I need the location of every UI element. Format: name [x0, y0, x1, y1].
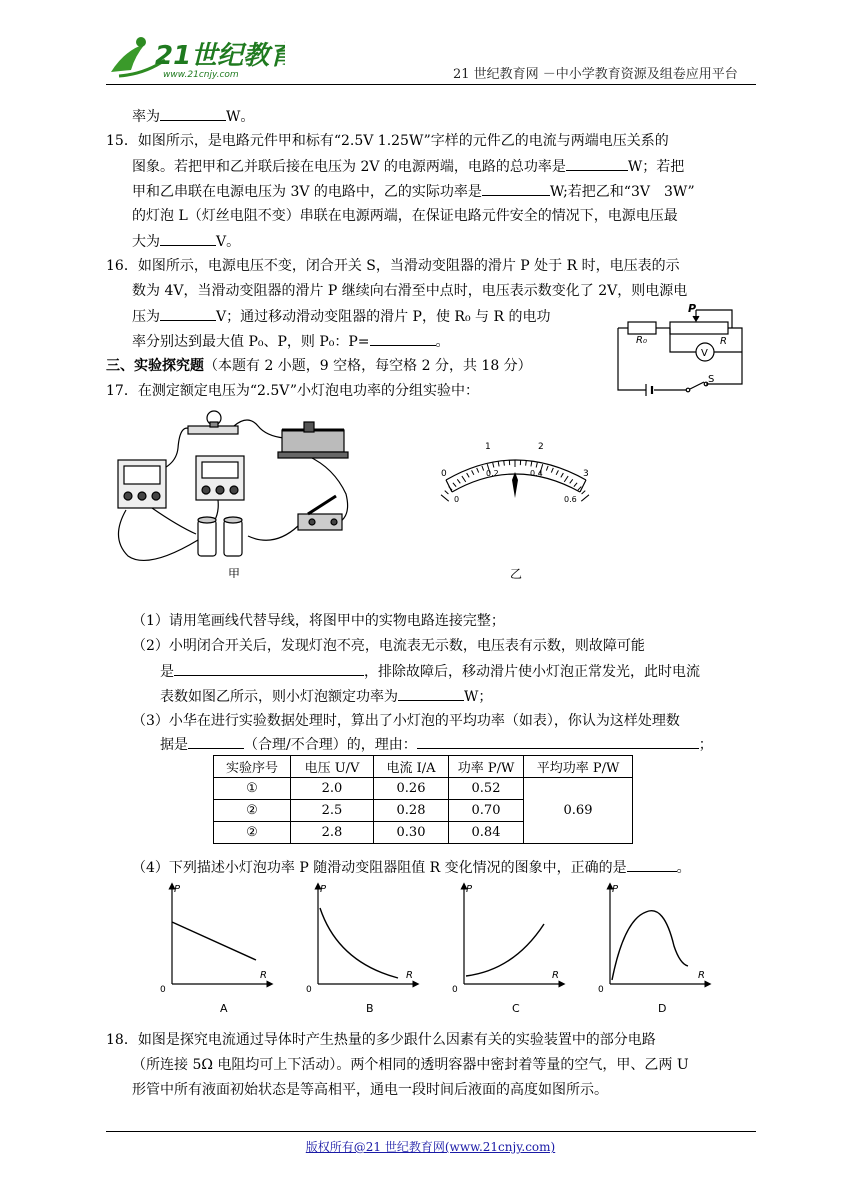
dial-tick [504, 461, 505, 466]
q17-s2c: 表数如图乙所示，则小灯泡额定功率为 W； [160, 686, 492, 707]
table-cell: ① [214, 778, 291, 800]
section3-heading: 三、实验探究题（本题有 2 小题，9 空格，每空格 2 分，共 18 分） [106, 358, 532, 374]
q17-blank-power[interactable] [398, 686, 464, 701]
table-cell: ② [214, 822, 291, 844]
table-cell: 2.0 [291, 778, 374, 800]
label-r: R [720, 336, 727, 347]
dial-tick [477, 468, 479, 473]
dial-tick [531, 461, 532, 466]
dial-bottom-0: 0 [454, 495, 460, 504]
q18-line2: （所连接 5Ω 电阻均可上下活动）。两个相同的透明容器中密封着等量的空气，甲、乙两 U [132, 1057, 689, 1073]
table-header: 电压 U/V [291, 756, 374, 778]
q16-circuit-diagram [610, 300, 750, 396]
table-header: 功率 P/W [449, 756, 524, 778]
table-header: 实验序号 [214, 756, 291, 778]
q18-line1: 18．如图是探究电流通过导体时产生热量的多少跟什么因素有关的实验装置中的部分电路 [106, 1032, 656, 1048]
table-cell: 0.52 [449, 778, 524, 800]
table-header-row [214, 756, 633, 778]
dial-tick [493, 463, 494, 468]
dial-tick [472, 470, 474, 474]
label-v: V [701, 348, 708, 359]
dial-tick [462, 476, 466, 482]
header-rule [106, 84, 756, 85]
fig-label-yi: 乙 [510, 567, 523, 581]
svg-text:P: P [466, 884, 473, 895]
q16-blank-2[interactable] [370, 331, 436, 346]
q15-line5: 大为 V。 [132, 231, 240, 252]
dial-tick [467, 473, 470, 477]
dial-tick [564, 476, 568, 482]
table-row [214, 778, 633, 800]
svg-text:R: R [406, 970, 413, 981]
dial-top-3: 3 [583, 469, 589, 479]
q16-line3: 压为 V；通过移动滑动变阻器的滑片 P，使 R₀ 与 R 的电功 [132, 306, 550, 327]
graph-b-label: B [366, 1002, 374, 1015]
dial-tick [546, 466, 548, 471]
q17-s3b: 据是 （合理/不合理）的，理由： ； [160, 734, 713, 755]
q17-ammeter-dial-figure [432, 436, 598, 584]
dial-bottom-06: 0.6 [564, 495, 577, 504]
svg-text:P: P [612, 884, 619, 895]
svg-text:0: 0 [306, 985, 312, 995]
dial-tick [574, 483, 577, 487]
dial-tick [445, 491, 449, 494]
graph-c [452, 884, 562, 1015]
dial-tick [441, 495, 449, 501]
q17-s3a: （3）小华在进行实验数据处理时，算出了小灯泡的平均功率（如表），你认为这样处理数 [132, 713, 680, 729]
q14-blank[interactable] [160, 106, 226, 121]
footer-copyright-link[interactable]: 版权所有@21 世纪教育网(www.21cnjy.com) [305, 1140, 556, 1154]
svg-text:0: 0 [452, 985, 458, 995]
table-cell: 2.8 [291, 822, 374, 844]
dial-tick [536, 463, 537, 468]
graph-a [160, 884, 270, 1015]
q15-blank-3[interactable] [160, 231, 216, 246]
dial-top-0: 0 [441, 469, 447, 479]
dial-tick [498, 461, 499, 466]
dial-tick [582, 491, 586, 494]
header-site-name: 21 世纪教育网 －中小学教育资源及组卷应用平台 [453, 67, 738, 82]
dial-bottom-04: 0.4 [530, 469, 543, 478]
q18-line3: 形管中所有液面初始状态是等高相平，通电一段时间后液面的高度如图所示。 [132, 1082, 608, 1098]
q16-line4: 率分别达到最大值 P₀、P，则 P₀：P= 。 [132, 331, 450, 352]
table-cell: 0.28 [374, 800, 449, 822]
dial-tick [561, 473, 564, 477]
dial-tick [526, 461, 527, 466]
dial-tick [482, 466, 484, 471]
graph-d [598, 884, 708, 1015]
q15-line3: 甲和乙串联在电源电压为 3V 的电路中，乙的实际功率是 W;若把乙和“3V 3W” [132, 181, 695, 202]
q16-line2: 数为 4V，当滑动变阻器的滑片 P 继续向右滑至中点时，电压表示数变化了 2V，则电源电 [132, 283, 688, 299]
q17-blank-graph[interactable] [627, 857, 677, 872]
q17-s2b: 是 ，排除故障后，移动滑片使小灯泡正常发光，此时电流 [160, 661, 700, 682]
label-s: S [708, 374, 715, 385]
dial-tick [556, 470, 558, 474]
svg-text:P: P [320, 884, 327, 895]
q17-blank-reasonable[interactable] [188, 734, 244, 749]
graph-c-label: C [512, 1002, 520, 1015]
q16-line1: 16．如图所示，电源电压不变，闭合开关 S，当滑动变阻器的滑片 P 处于 R 时，电压表的示 [106, 258, 680, 274]
svg-text:0: 0 [160, 985, 166, 995]
label-r0: R₀ [636, 335, 647, 346]
svg-text:P: P [174, 884, 181, 895]
table-header: 电流 I/A [374, 756, 449, 778]
table-cell: 2.5 [291, 800, 374, 822]
table-cell: 0.84 [449, 822, 524, 844]
table-header: 平均功率 P/W [524, 756, 633, 778]
graph-d-label: D [658, 1002, 667, 1015]
dial-tick [581, 495, 589, 501]
q16-blank-1[interactable] [160, 306, 216, 321]
q15-line1: 15．如图所示，是电路元件甲和标有“2.5V 1.25W”字样的元件乙的电流与两端电压关系的 [106, 133, 669, 149]
svg-text:0: 0 [598, 985, 604, 995]
label-p: P [688, 302, 697, 315]
graph-b [306, 884, 416, 1015]
q15-line2: 图象。若把甲和乙并联后接在电压为 2V 的电源两端，电路的总功率是 W；若把 [132, 156, 684, 177]
logo-url: www.21cnjy.com [163, 70, 239, 80]
dial-tick [453, 483, 456, 487]
q15-blank-2[interactable] [482, 181, 550, 196]
q17-s4: （4）下列描述小灯泡功率 P 随滑动变阻器阻值 R 变化情况的图象中，正确的是 。 [132, 857, 691, 878]
dial-tick [570, 479, 573, 483]
q17-intro: 17．在测定额定电压为“2.5V”小灯泡电功率的分组实验中： [106, 383, 480, 399]
table-cell: 0.70 [449, 800, 524, 822]
graph-a-label: A [220, 1002, 228, 1015]
q17-s1: （1）请用笔画线代替导线，将图甲中的实物电路连接完整； [132, 613, 505, 629]
q14-tail: 率为 W。 [132, 106, 254, 127]
svg-text:R: R [698, 970, 705, 981]
table-cell: ② [214, 800, 291, 822]
svg-text:R: R [552, 970, 559, 981]
q17-graph-options [152, 880, 732, 1020]
table-cell: 0.26 [374, 778, 449, 800]
table-cell: 0.30 [374, 822, 449, 844]
q17-data-table [213, 755, 633, 844]
dial-tick [457, 479, 460, 483]
q15-blank-1[interactable] [566, 156, 628, 171]
dial-bottom-02: 0.2 [486, 469, 499, 478]
q17-blank-fault[interactable] [174, 661, 364, 676]
q17-s2a: （2）小明闭合开关后，发现灯泡不亮，电流表无示数，电压表有示数，则故障可能 [132, 638, 645, 654]
dial-top-2: 2 [538, 442, 544, 452]
dial-top-1: 1 [485, 442, 491, 452]
footer-rule [106, 1131, 756, 1132]
site-logo [105, 30, 285, 86]
table-cell-average: 0.69 [524, 778, 633, 844]
logo-text: 21世纪教育 [155, 41, 285, 71]
q15-line4: 的灯泡 L（灯丝电阻不变）串联在电源两端，在保证电路元件安全的情况下，电源电压最 [132, 208, 678, 224]
fig-label-jia: 甲 [228, 567, 241, 578]
dial-tick [551, 468, 553, 473]
q17-physical-circuit-figure [108, 408, 370, 578]
svg-text:R: R [260, 970, 267, 981]
dial-pointer [512, 472, 518, 498]
q17-blank-reason[interactable] [417, 734, 699, 749]
